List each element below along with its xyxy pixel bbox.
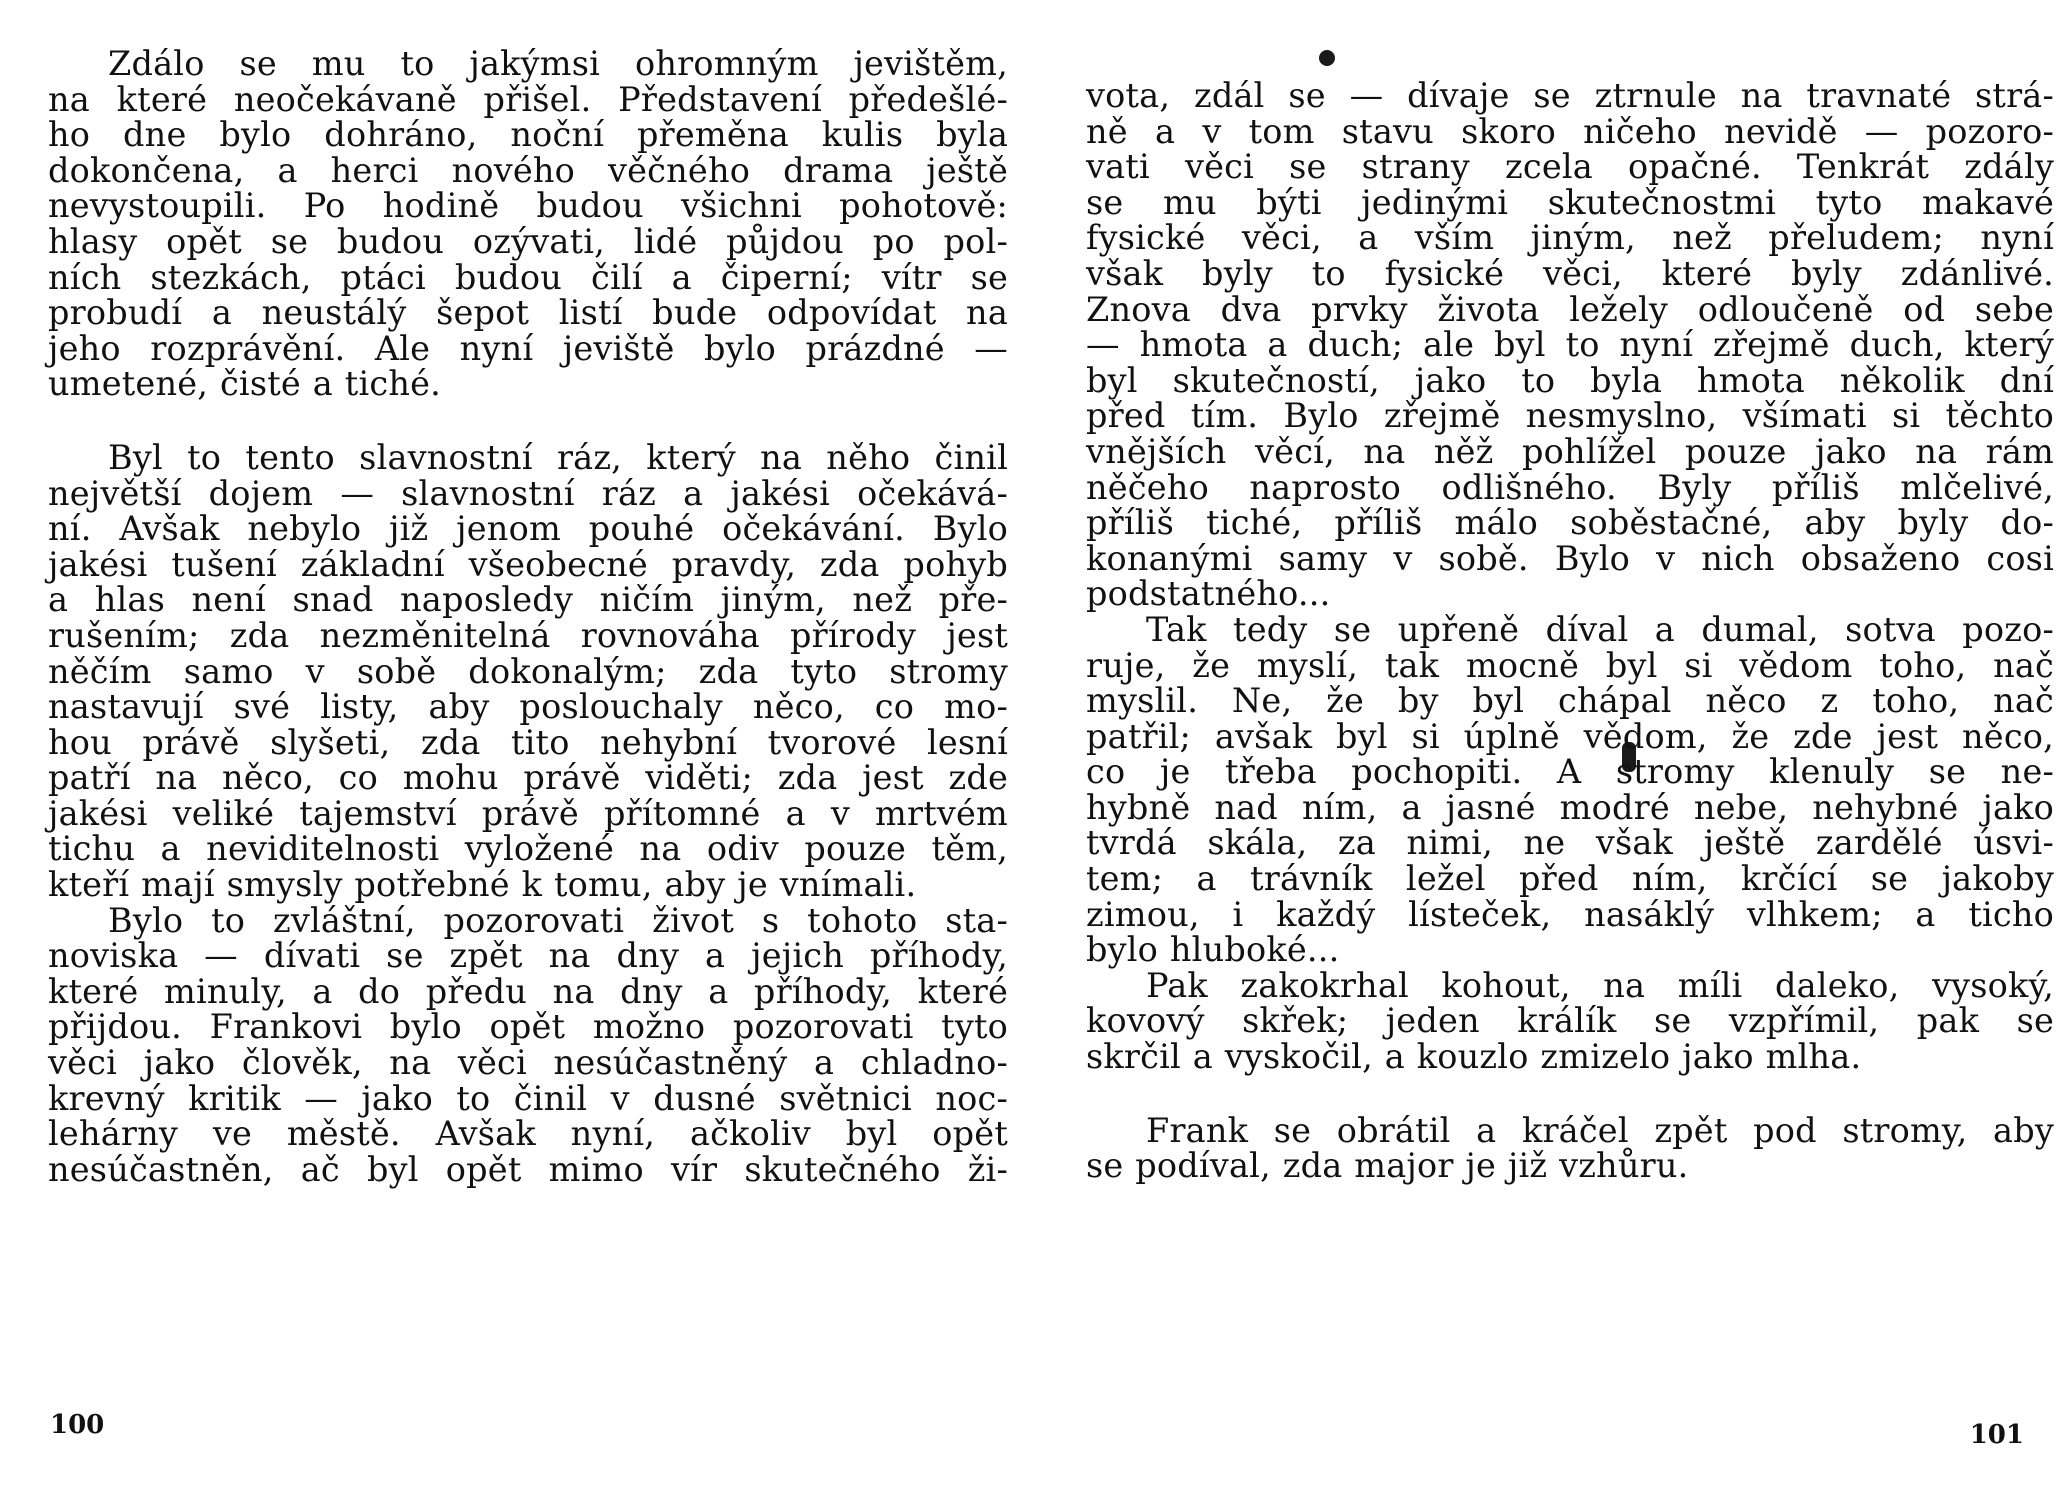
text-line: věci jako člověk, na věci nesúčastněný a chladno- <box>48 1043 1008 1083</box>
text-line: vota, zdál se — dívaje se ztrnule na travnaté strá- <box>1086 76 2054 115</box>
text-line: se mu býti jedinými skutečnostmi tyto makavé <box>1086 182 2054 222</box>
text-line: noviska — dívati se zpět na dny a jejich příhody, <box>48 936 1008 976</box>
left-paragraph-3 <box>48 900 1008 1189</box>
text-line: rušením; zda nezměnitelná rovnováha přírody jest <box>48 615 1008 655</box>
text-line: kteří mají smysly potřebné k tomu, aby je vnímali. <box>48 865 917 905</box>
text-line: se podíval, zda major je již vzhůru. <box>1086 1146 1689 1186</box>
text-line: tichu a neviditelnosti vyložené na odiv pouze těm, <box>48 829 1008 869</box>
text-line: byl skutečností, jako to byla hmota několik dní <box>1086 360 2054 400</box>
text-line: Zdálo se mu to jakýmsi ohromným jevištěm, <box>108 44 1008 83</box>
text-line: něčím samo v sobě dokonalým; zda tyto stromy <box>48 651 1008 691</box>
text-line: ho dne bylo dohráno, noční přeměna kulis byla <box>48 115 1008 155</box>
text-line: fysické věci, a vším jiným, než přeludem; nyní <box>1086 218 2054 258</box>
text-line: ně a v tom stavu skoro ničeho nevidě — pozoro- <box>1086 111 2054 151</box>
right-paragraph-3 <box>1086 965 2054 1077</box>
text-line: Bylo to zvláštní, pozorovati život s tohoto sta- <box>108 900 1008 940</box>
text-line: Pak zakokrhal kohout, na míli daleko, vysoký, <box>1146 965 2054 1005</box>
text-line: bylo hluboké... <box>1086 930 1340 970</box>
text-line: zimou, i každý lísteček, nasáklý vlhkem; a ticho <box>1086 894 2054 934</box>
text-line: — hmota a duch; ale byl to nyní zřejmě duch, který <box>1086 325 2054 365</box>
text-line: myslil. Ne, že by byl chápal něco z toho, nač <box>1086 681 2054 721</box>
text-line: krevný kritik — jako to činil v dusné světnici noc- <box>48 1078 1008 1118</box>
text-line: hlasy opět se budou ozývati, lidé půjdou po pol- <box>48 221 1008 261</box>
text-line: probudí a neustálý šepot listí bude odpovídat na <box>48 293 1008 333</box>
text-line: na které neočekávaně přišel. Představení předešlé- <box>48 79 1008 119</box>
text-line: dokončena, a herci nového věčného drama ještě <box>48 150 1008 190</box>
right-paragraph-4 <box>1086 1110 2054 1186</box>
text-line: kovový skřek; jeden králík se vzpřímil, pak se <box>1086 1001 2054 1041</box>
text-line: podstatného... <box>1086 574 1331 614</box>
text-line: konanými samy v sobě. Bylo v nich obsaženo cosi <box>1086 538 2054 578</box>
left-paragraph-2 <box>48 437 1008 905</box>
text-line: které minuly, a do předu na dny a příhody, které <box>48 971 1008 1011</box>
text-line: příliš tiché, příliš málo soběstačné, aby byly do- <box>1086 503 2054 543</box>
text-line: jakési tušení základní všeobecné pravdy, zda pohyb <box>48 544 1008 584</box>
text-line: před tím. Bylo zřejmě nesmyslno, všímati si těchto <box>1086 396 2054 436</box>
right-paragraph-2 <box>1086 609 2054 970</box>
text-line: nastavují své listy, aby poslouchaly něco, co mo- <box>48 687 1008 727</box>
text-line: přijdou. Frankovi bylo opět možno pozorovati tyto <box>48 1007 1008 1047</box>
text-line: lehárny ve městě. Avšak nyní, ačkoliv byl opět <box>48 1114 1008 1154</box>
text-line: však byly to fysické věci, které byly zdánlivé. <box>1086 253 2054 293</box>
text-line: tem; a trávník ležel před ním, krčící se jakoby <box>1086 859 2054 899</box>
text-line: jakési veliké tajemství právě přítomné a v mrtvém <box>48 793 1008 833</box>
text-line: patří na něco, co mohu právě viděti; zda jest zde <box>48 758 1008 798</box>
text-line: Frank se obrátil a kráčel zpět pod stromy, aby <box>1146 1110 2054 1150</box>
text-line: skrčil a vyskočil, a kouzlo zmizelo jako mlha. <box>1086 1037 1862 1077</box>
left-paragraph-1 <box>48 46 1008 402</box>
text-line: co je třeba pochopiti. A stromy klenuly se ne- <box>1086 752 2054 792</box>
text-line: hou právě slyšeti, zda tito nehybní tvorové lesní <box>48 722 1008 762</box>
text-line: tvrdá skála, za nimi, ne však ještě zardělé úsvi- <box>1086 823 2054 863</box>
text-line: hybně nad ním, a jasné modré nebe, nehybné jako <box>1086 787 2054 827</box>
text-line: ních stezkách, ptáci budou čilí a čiperní; vítr se <box>48 257 1008 297</box>
text-line: Tak tedy se upřeně díval a dumal, sotva pozo- <box>1146 609 2054 649</box>
right-page <box>1036 0 2072 1500</box>
page-number: 101 <box>1969 1420 2024 1450</box>
text-line: jeho rozprávění. Ale nyní jeviště bylo prázdné — <box>48 328 1008 368</box>
right-page-text <box>1086 78 2054 1184</box>
text-line: nesúčastněn, ač byl opět mimo vír skutečného ži- <box>48 1149 1008 1189</box>
text-line: ní. Avšak nebylo již jenom pouhé očekávání. Bylo <box>48 509 1008 549</box>
text-line: umetené, čisté a tiché. <box>48 364 441 404</box>
right-paragraph-1 <box>1086 78 2054 612</box>
text-line: Byl to tento slavnostní ráz, který na něho činil <box>108 437 1008 477</box>
ink-blot-mark <box>1319 50 1335 66</box>
page-number: 100 <box>50 1410 105 1440</box>
text-line: vnějších věcí, na něž pohlížel pouze jako na rám <box>1086 431 2054 471</box>
text-line: něčeho naprosto odlišného. Byly příliš mlčelivé, <box>1086 467 2054 507</box>
text-line: a hlas není snad naposledy ničím jiným, než pře- <box>48 580 1008 620</box>
text-line: patřil; avšak byl si úplně vědom, že zde jest něco, <box>1086 716 2054 756</box>
text-line: nevystoupili. Po hodině budou všichni pohotově: <box>48 186 1008 226</box>
left-page-text <box>48 46 1008 1187</box>
text-line: ruje, že myslí, tak mocně byl si vědom toho, nač <box>1086 645 2054 685</box>
text-line: Znova dva prvky života ležely odloučeně od sebe <box>1086 289 2054 329</box>
text-line: vati věci se strany zcela opačné. Tenkrát zdály <box>1086 147 2054 187</box>
text-line: největší dojem — slavnostní ráz a jakési očekává- <box>48 473 1008 513</box>
